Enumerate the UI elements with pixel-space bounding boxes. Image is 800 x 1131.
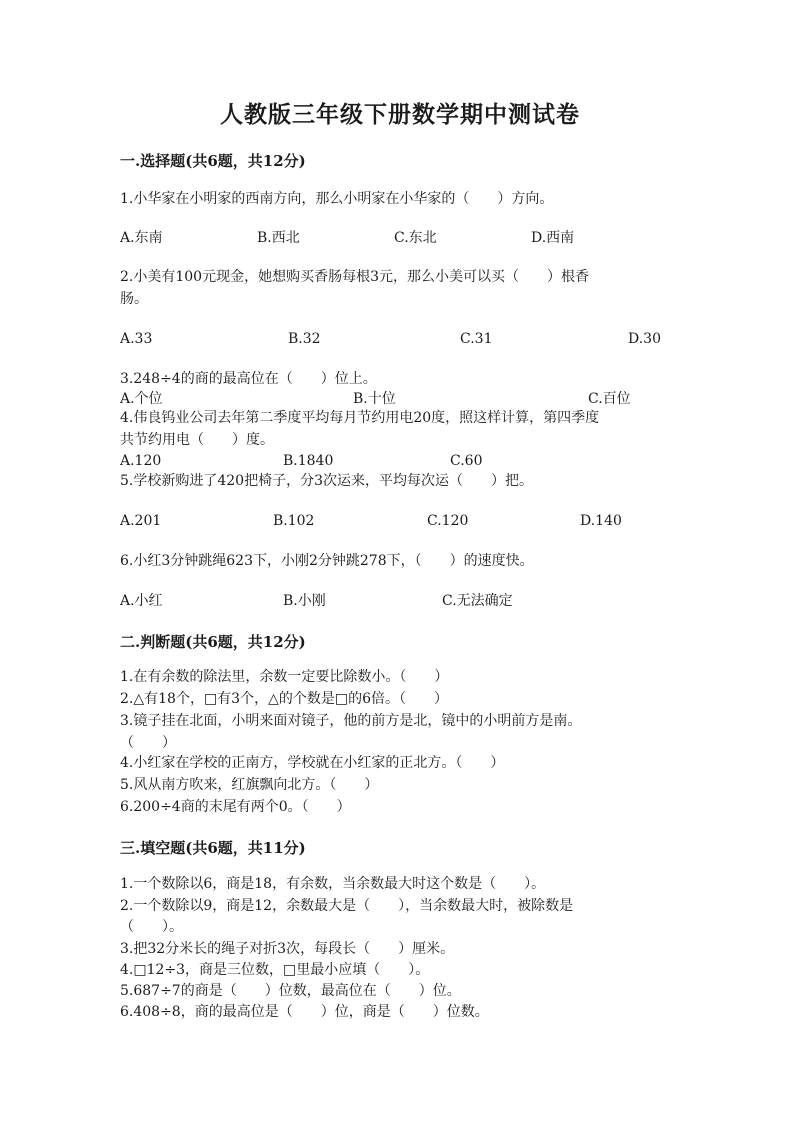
question-2-line-2: 肠。 — [120, 291, 148, 307]
options-5 — [120, 510, 680, 532]
question-2-line-1: 2.小美有100元现金，她想购买香肠每根3元，那么小美可以买（ ）根香 — [120, 269, 589, 285]
option-a: A.120 — [120, 453, 162, 469]
section-heading-judge: 二.判断题(共6题，共12分) — [120, 633, 306, 651]
option-c: C.东北 — [394, 230, 437, 246]
question-4-line-2: 共节约用电（ ）度。 — [120, 432, 274, 448]
fill-item-6: 6.408÷8，商的最高位是（ ）位，商是（ ）位数。 — [120, 1004, 489, 1020]
options-4 — [120, 450, 680, 472]
option-b: B.102 — [273, 513, 315, 529]
question-4-line-1: 4.伟良钨业公司去年第二季度平均每月节约用电20度，照这样计算，第四季度 — [120, 410, 600, 426]
question-5: 5.学校新购进了420把椅子，分3次运来，平均每次运（ ）把。 — [120, 473, 533, 489]
option-b: B.32 — [288, 331, 321, 347]
fill-item-2: 2.一个数除以9，商是12，余数最大是（ ），当余数最大时，被除数是 — [120, 898, 574, 914]
question-6: 6.小红3分钟跳绳623下，小刚2分钟跳278下，（ ）的速度快。 — [120, 553, 534, 569]
exam-title: 人教版三年级下册数学期中测试卷 — [220, 101, 580, 128]
section-heading-choice: 一.选择题(共6题，共12分) — [120, 152, 306, 170]
judge-item-3-cont: （ ） — [120, 735, 176, 751]
option-d: D.西南 — [531, 230, 575, 246]
judge-item-2: 2.△有18个，□有3个，△的个数是□的6倍。（ ） — [120, 691, 448, 707]
option-a: A.33 — [120, 331, 153, 347]
option-c: C.60 — [450, 453, 483, 469]
option-b: B.1840 — [283, 453, 334, 469]
option-d: D.30 — [628, 331, 661, 347]
option-b: B.小刚 — [283, 593, 326, 609]
options-6 — [120, 590, 680, 612]
fill-item-5: 5.687÷7的商是（ ）位数，最高位在（ ）位。 — [120, 983, 461, 999]
judge-item-5: 5.风从南方吹来，红旗飘向北方。（ ） — [120, 777, 379, 793]
question-1: 1.小华家在小明家的西南方向，那么小明家在小华家的（ ）方向。 — [120, 191, 554, 207]
question-3: 3.248÷4的商的最高位在（ ）位上。 — [120, 371, 377, 387]
fill-item-4: 4.□12÷3，商是三位数，□里最小应填（ ）。 — [120, 962, 430, 978]
fill-item-1: 1.一个数除以6，商是18，有余数，当余数最大时这个数是（ ）。 — [120, 876, 546, 892]
option-c: C.百位 — [588, 391, 631, 407]
option-c: C.无法确定 — [442, 593, 513, 609]
option-c: C.120 — [427, 513, 469, 529]
option-a: A.东南 — [120, 230, 163, 246]
options-1 — [120, 227, 680, 249]
option-a: A.201 — [120, 513, 162, 529]
judge-item-1: 1.在有余数的除法里，余数一定要比除数小。（ ） — [120, 669, 449, 685]
fill-item-3: 3.把32分米长的绳子对折3次，每段长（ ）厘米。 — [120, 941, 455, 957]
option-b: B.西北 — [257, 230, 300, 246]
option-a: A.个位 — [120, 391, 163, 407]
option-d: D.140 — [580, 513, 622, 529]
section-heading-fill: 三.填空题(共6题，共11分) — [120, 839, 306, 857]
option-a: A.小红 — [120, 593, 163, 609]
judge-item-6: 6.200÷4商的末尾有两个0。（ ） — [120, 799, 351, 815]
options-2 — [120, 328, 680, 350]
option-b: B.十位 — [353, 391, 396, 407]
judge-item-3: 3.镜子挂在北面，小明来面对镜子，他的前方是北，镜中的小明前方是南。 — [120, 713, 582, 729]
fill-item-2-cont: （ ）。 — [120, 919, 183, 935]
judge-item-4: 4.小红家在学校的正南方，学校就在小红家的正北方。（ ） — [120, 755, 505, 771]
option-c: C.31 — [460, 331, 493, 347]
